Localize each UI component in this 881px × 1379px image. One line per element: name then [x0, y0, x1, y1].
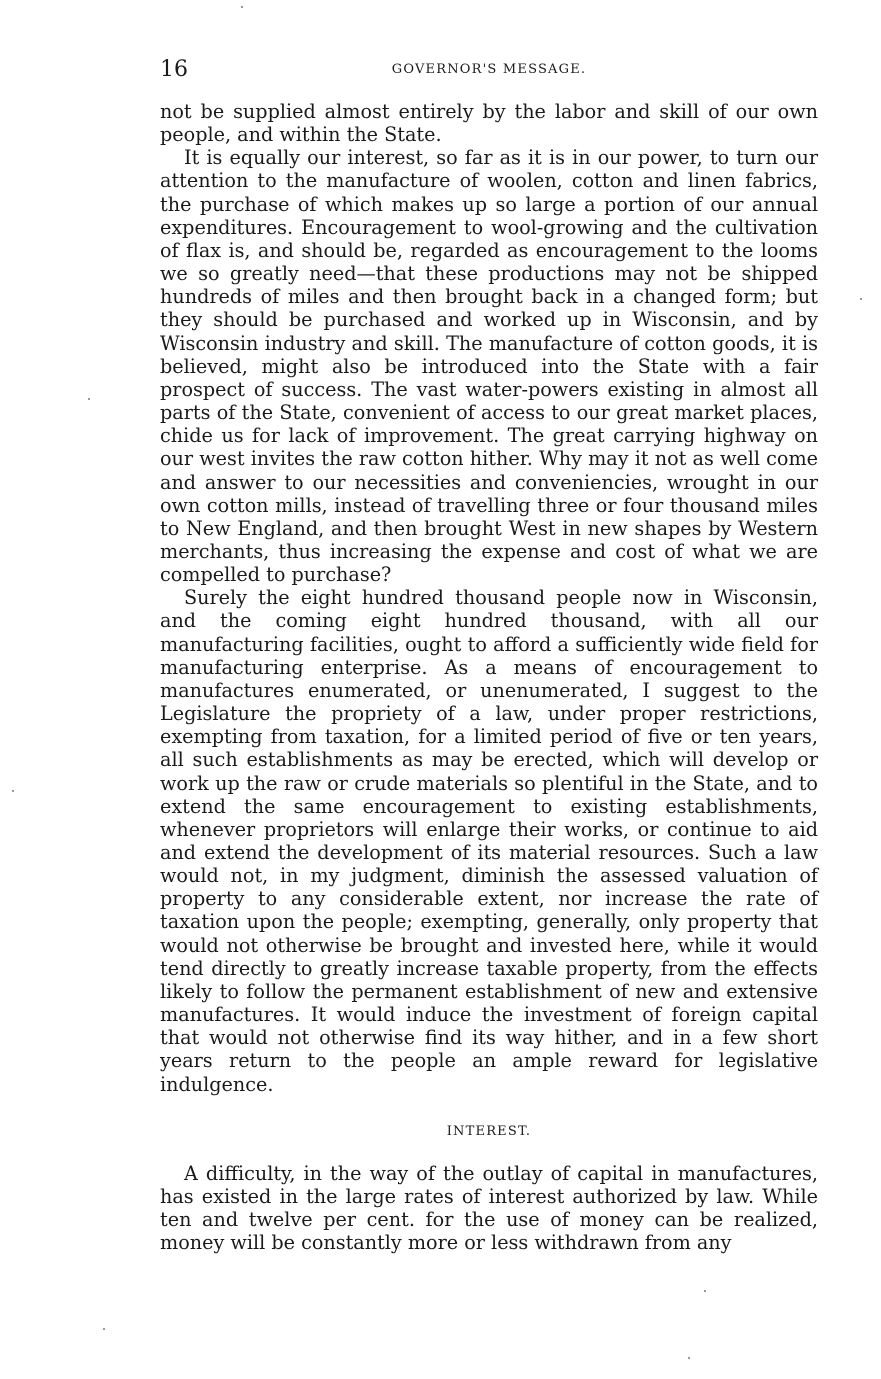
running-title: GOVERNOR'S MESSAGE. — [391, 62, 587, 77]
page-header — [160, 56, 818, 84]
scan-speck — [860, 298, 862, 300]
paragraph-continued: not be supplied almost entirely by the labor and skill of our own people, and within the State. — [160, 100, 818, 147]
scan-speck — [688, 1357, 690, 1359]
scan-speck — [88, 398, 90, 400]
scan-speck — [103, 1328, 105, 1330]
paragraph-interest-rates: A difficulty, in the way of the outlay of capital in manufactures, has existed in the large rates of interest authorized by law. While ten and twelve per cent. for the use of money can be realized, money will be constantly more or less withdrawn from any — [160, 1161, 818, 1255]
scan-speck — [704, 1290, 706, 1292]
page-number: 16 — [160, 57, 188, 82]
paragraph-tax-exemption: Surely the eight hundred thousand people now in Wisconsin, and the coming eight hundred thousand, with all our manufacturing facilities, ought to afford a sufficiently wide field for manufacturing enterprise. As a means of encouragement to manufactures enumerated, or unenumerated, I suggest to the Legislature the propriety of a law, under proper restrictions, exempting from taxation, for a limited period of five or ten years, all such establishments as may be erected, which will develop or work up the raw or crude materials so plentiful in the State, and to extend the same encouragement to existing establishments, whenever proprietors will enlarge their works, or continue to aid and extend the development of its material resources. Such a law would not, in my judgment, diminish the assessed valuation of property to any considerable extent, nor increase the rate of taxation upon the people; exempting, generally, only property that would not otherwise be brought and invested here, while it would tend directly to greatly increase taxable property, from the effects likely to follow the permanent establishment of new and extensive manufactures. It would induce the investment of foreign capital that would not otherwise find its way hither, and in a few short years return to the people an ample reward for legislative indulgence. — [160, 586, 818, 1096]
section-heading-interest: INTEREST. — [446, 1123, 532, 1139]
scan-speck — [12, 790, 14, 792]
paragraph-manufacture-fabrics: It is equally our interest, so far as it is in our power, to turn our attention to the manufacture of woolen, cotton and linen fabrics, the purchase of which makes up so large a portion of our annual expenditures. Encouragement to wool-growing and the cultivation of flax is, and should be, regarded as encouragement to the looms we so greatly need—that these productions may not be shipped hundreds of miles and then brought back in a changed form; but they should be purchased and worked up in Wisconsin, and by Wisconsin industry and skill. The manufacture of cotton goods, it is believed, might also be introduced into the State with a fair prospect of success. The vast water-powers existing in almost all parts of the State, convenient of access to our great market places, chide us for lack of improvement. The great carrying highway on our west invites the raw cotton hither. Why may it not as well come and answer to our necessities and conveniencies, wrought in our own cotton mills, instead of travelling three or four thousand miles to New England, and then brought West in new shapes by Western merchants, thus increasing the expense and cost of what we are compelled to purchase? — [160, 146, 818, 587]
body-text — [160, 100, 818, 1254]
scan-speck — [241, 6, 243, 8]
